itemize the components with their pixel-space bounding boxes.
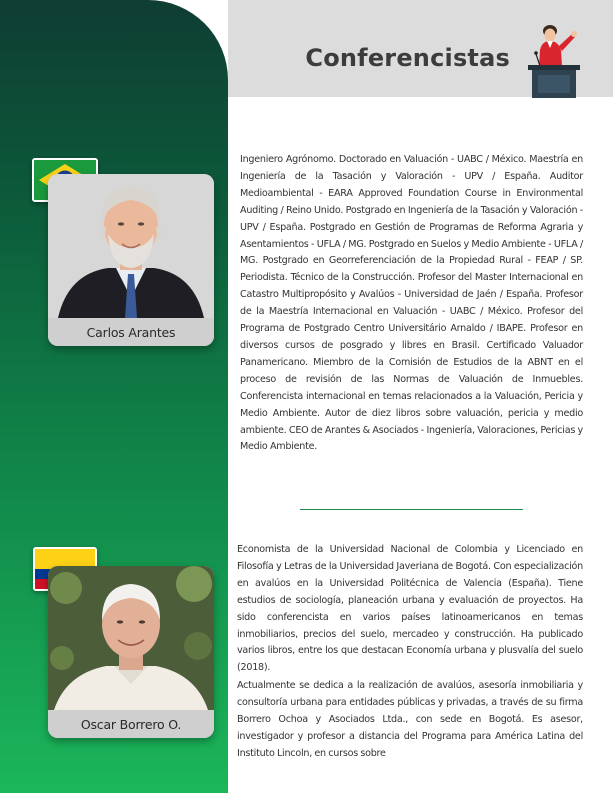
speaker-face	[545, 29, 556, 42]
speaker-bio-continued: Actualmente se dedica a la realización de avalúos, asesoría inmobiliaria y consultoría urbana para entidades públicas y privadas, a través de su firma Borrero Ochoa y Asociados Ltda., con sede en Bogotá. Es asesor, investigador y profesor a distancia del Programa para América Latina del Instituto Lincoln, en cursos sobre	[237, 680, 583, 759]
foliage-1	[50, 572, 82, 604]
photo-carlos-arantes	[48, 174, 214, 318]
speaker-bio: Ingeniero Agrónomo. Doctorado en Valuación - UABC / México. Maestría en Ingeniería de la Tasación y Valoración - UPV / España. Auditor Medioambiental - EARA Approved Foundation Course in Environmental Auditing / Reino Unido. Postgrado en Ingeniería de la Tasación y Valoración - UPV / España. Postgrado en Gestión de Programas de Reforma Agraria y Asentamientos - UFLA / MG. Postgrado en Suelos y Medio Ambiente - UFLA / MG. Postgrado en Georreferenciación de la Propiedad Rural - FEAP / SP. Periodista. Técnico de la Construcción. Profesor del Master Internacional en Catastro Multipropósito y Avalúos - Universidad de Jaén / España. Profesor de la Maestría Internacional en Valuación - UABC / México. Profesor del Programa de Postgrado Centro Universitário Arnaldo / IBAPE. Profesor en diversos cursos de posgrado y libres en Brasil. Certificado Valuador Panamericano. Miembro de la Comisión de Estudios de la ABNT en el proceso de revisión de las Normas de Valuación de Inmuebles. Conferencista internacional en temas relacionados a la Valuación, Pericia y Medio Ambiente. Autor de diez libros sobre valuación, pericia y medio ambiente. CEO de Arantes & Asociados - Ingeniería, Valoraciones, Pericias y Medio Ambiente.	[240, 154, 583, 453]
microphone-head	[534, 51, 538, 55]
podium-top	[528, 65, 580, 70]
left-eye	[117, 620, 123, 623]
podium-panel	[538, 75, 570, 93]
left-eye	[118, 222, 124, 225]
right-eye	[139, 620, 145, 623]
photo-oscar-borrero	[48, 566, 214, 710]
speaker-name: Oscar Borrero O.	[48, 710, 214, 738]
foliage-2	[176, 566, 212, 602]
speaker-at-podium-icon	[528, 22, 584, 98]
speaker-hand	[571, 31, 577, 37]
foliage-4	[50, 646, 74, 670]
speaker-card-carlos	[48, 174, 214, 346]
speaker-card-oscar	[48, 566, 214, 738]
foliage-3	[184, 632, 212, 660]
right-eye	[138, 222, 144, 225]
speaker-name: Carlos Arantes	[48, 318, 214, 346]
page-title: Conferencistas	[305, 44, 510, 72]
section-divider	[300, 509, 523, 510]
speaker-bio: Economista de la Universidad Nacional de Colombia y Licenciado en Filosofía y Letras de la Universidad Javeriana de Bogotá. Con especialización en avalúos en la Universidad Politécnica de Valencia (España). Tiene estudios de sociología, planeación urbana y evaluación de proyectos. Ha sido conferencista en varios países latinoamericanos en temas inmobiliarios, precios del suelo, mercadeo y construcción. Ha publicado varios libros, entre los que destacan Economía urbana y plusvalía del suelo (2018).	[237, 544, 583, 674]
